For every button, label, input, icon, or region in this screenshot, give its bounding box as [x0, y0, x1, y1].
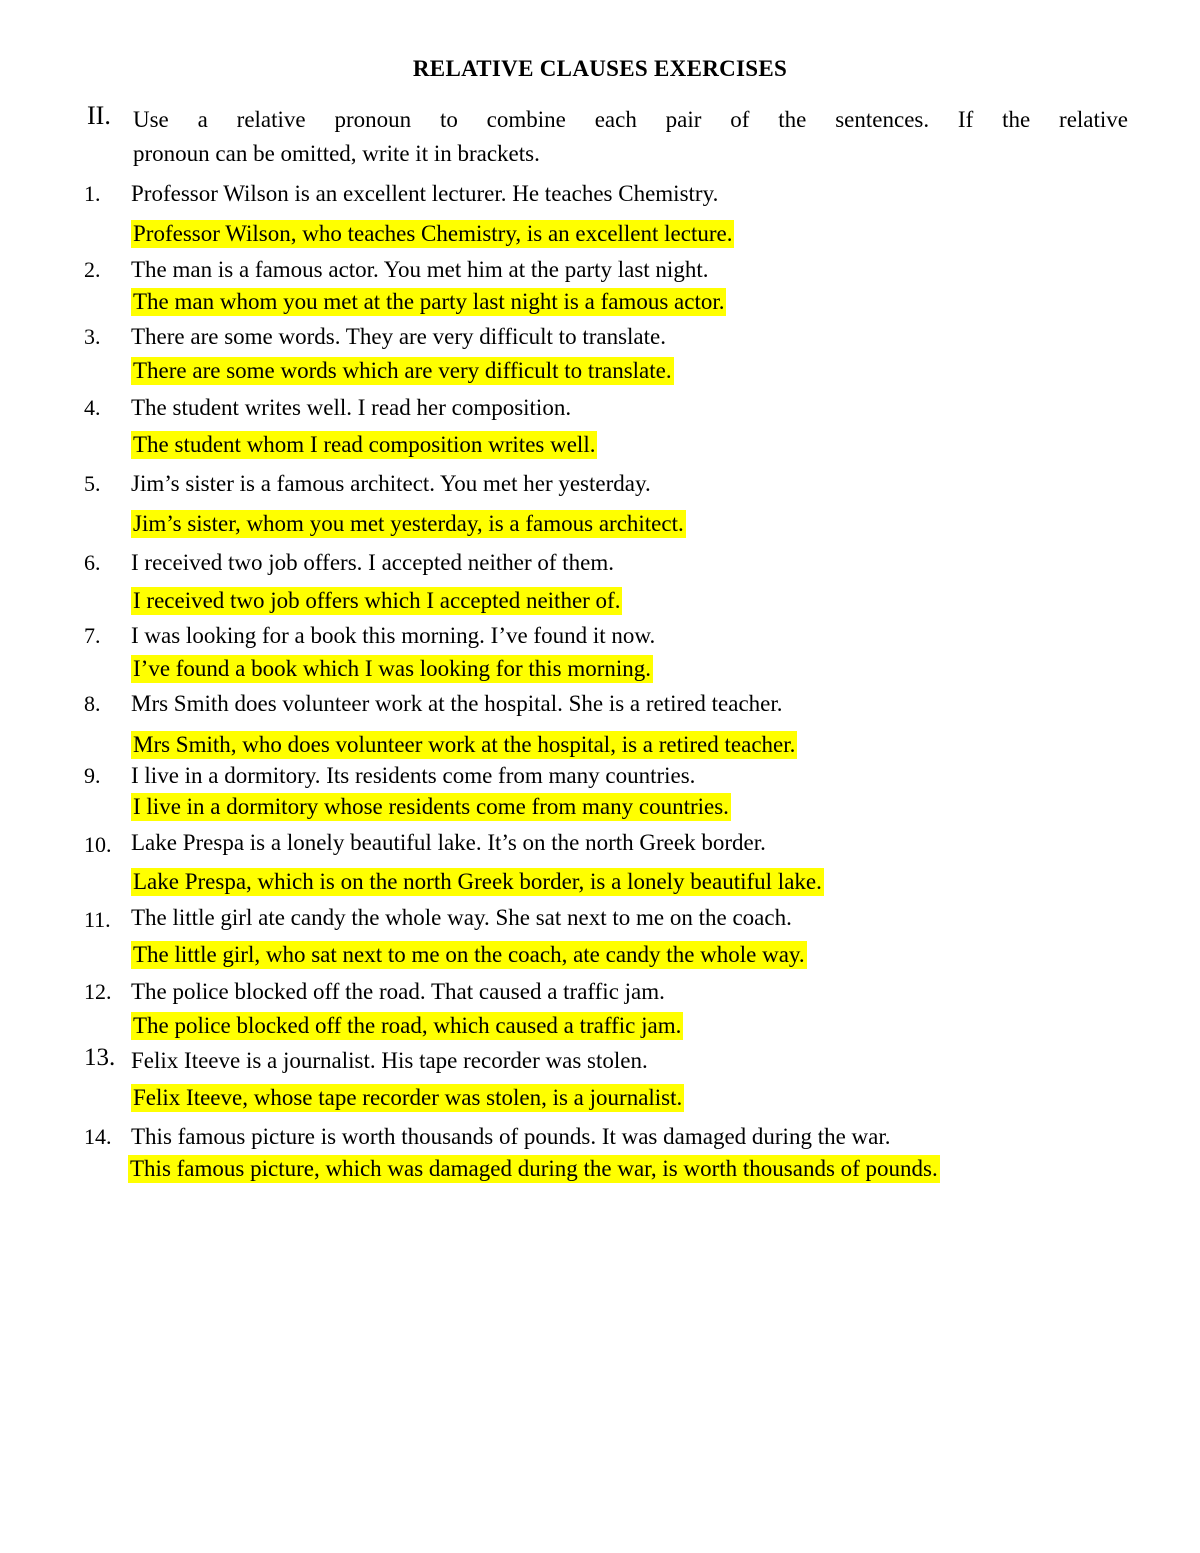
exercise-number: 4. [84, 395, 101, 420]
section-number: II. [87, 101, 111, 130]
exercise-answer [131, 587, 622, 615]
exercise-question: There are some words. They are very difficult to translate. [131, 324, 666, 349]
exercise-answer [131, 1084, 684, 1112]
exercise-question: The little girl ate candy the whole way. She sat next to me on the coach. [131, 905, 792, 930]
exercise-number: 12. [84, 979, 112, 1004]
exercise-question: The man is a famous actor. You met him at the party last night. [131, 257, 709, 282]
exercise-question: I received two job offers. I accepted neither of them. [131, 550, 614, 575]
instruction-line-2: pronoun can be omitted, write it in brackets. [133, 141, 540, 166]
answer-highlight: The student whom I read composition writes well. [133, 432, 596, 457]
exercise-number: 1. [84, 181, 101, 206]
answer-highlight: Felix Iteeve, whose tape recorder was stolen, is a journalist. [133, 1085, 683, 1110]
exercise-answer [131, 655, 653, 683]
answer-highlight: I received two job offers which I accepted neither of. [133, 588, 621, 613]
answer-highlight: Jim’s sister, whom you met yesterday, is a famous architect. [133, 511, 684, 536]
exercise-question: Lake Prespa is a lonely beautiful lake. It’s on the north Greek border. [131, 830, 766, 855]
exercise-answer [131, 1012, 683, 1040]
exercise-question: I live in a dormitory. Its residents come from many countries. [131, 763, 696, 788]
exercise-number: 6. [84, 550, 101, 575]
answer-highlight: I’ve found a book which I was looking for this morning. [133, 656, 652, 681]
answer-highlight: There are some words which are very difficult to translate. [133, 358, 672, 383]
exercise-question: Felix Iteeve is a journalist. His tape recorder was stolen. [131, 1048, 648, 1073]
exercise-number: 10. [84, 832, 112, 857]
answer-highlight: Mrs Smith, who does volunteer work at the hospital, is a retired teacher. [133, 732, 796, 757]
exercise-answer [131, 220, 734, 248]
exercise-number: 8. [84, 691, 101, 716]
exercise-answer [131, 868, 824, 896]
instructions [133, 103, 1128, 171]
exercise-answer [131, 431, 597, 459]
exercise-number: 13. [84, 1044, 116, 1071]
exercise-answer [131, 941, 807, 969]
answer-highlight: The police blocked off the road, which caused a traffic jam. [133, 1013, 682, 1038]
exercise-question: Professor Wilson is an excellent lecturer. He teaches Chemistry. [131, 181, 719, 206]
answer-highlight: Lake Prespa, which is on the north Greek border, is a lonely beautiful lake. [133, 869, 822, 894]
answer-highlight: The little girl, who sat next to me on the coach, ate candy the whole way. [133, 942, 805, 967]
answer-highlight: Professor Wilson, who teaches Chemistry, is an excellent lecture. [133, 221, 733, 246]
instruction-line-1: Use a relative pronoun to combine each pair of the sentences. If the relative [133, 107, 1128, 132]
exercise-number: 9. [84, 763, 101, 788]
exercise-number: 7. [84, 623, 101, 648]
exercise-question: The student writes well. I read her composition. [131, 395, 572, 420]
exercise-number: 14. [84, 1124, 112, 1149]
exercise-question: Jim’s sister is a famous architect. You met her yesterday. [131, 471, 651, 496]
page-title: RELATIVE CLAUSES EXERCISES [412, 56, 788, 81]
exercise-answer [131, 288, 726, 316]
answer-highlight: This famous picture, which was damaged during the war, is worth thousands of pounds. [130, 1156, 938, 1181]
exercise-question: This famous picture is worth thousands of pounds. It was damaged during the war. [131, 1124, 891, 1149]
exercise-answer [131, 793, 731, 821]
answer-highlight: The man whom you met at the party last night is a famous actor. [133, 289, 725, 314]
exercise-answer [128, 1155, 940, 1183]
exercise-number: 5. [84, 471, 101, 496]
exercise-number: 11. [84, 907, 111, 932]
exercise-answer [131, 510, 686, 538]
exercise-number: 3. [84, 324, 101, 349]
exercise-question: I was looking for a book this morning. I’ve found it now. [131, 623, 656, 648]
exercise-question: The police blocked off the road. That caused a traffic jam. [131, 979, 665, 1004]
exercise-answer [131, 731, 797, 759]
answer-highlight: I live in a dormitory whose residents come from many countries. [133, 794, 729, 819]
exercise-question: Mrs Smith does volunteer work at the hospital. She is a retired teacher. [131, 691, 783, 716]
exercise-number: 2. [84, 257, 101, 282]
exercise-answer [131, 357, 674, 385]
